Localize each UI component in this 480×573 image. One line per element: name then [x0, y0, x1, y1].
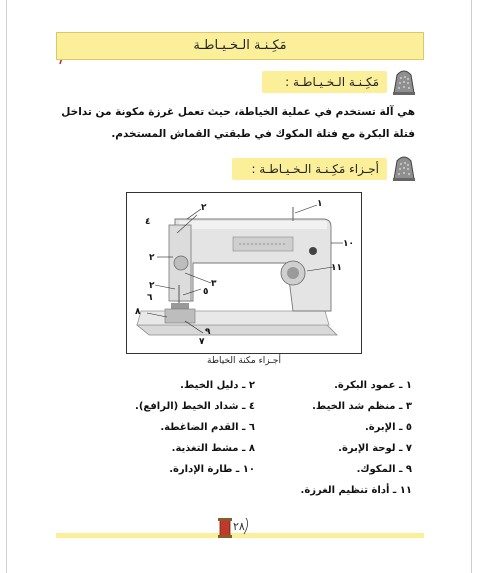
callout-2c: ٢ [149, 281, 155, 291]
callout-2b: ٢ [149, 253, 155, 263]
callout-3: ٣ [211, 279, 217, 289]
page-number: ٢٨ [233, 520, 245, 533]
thimble-icon [390, 66, 418, 96]
list-item: ١٠ ـ طارة الإدارة. [169, 464, 255, 475]
callout-8: ٨ [135, 307, 141, 317]
list-item: ٨ ـ مشط التغذية. [171, 443, 255, 454]
thimble-icon [390, 152, 418, 182]
callout-5: ٥ [203, 287, 209, 297]
sewing-machine-figure [126, 192, 362, 354]
list-item: ٩ ـ المكوك. [356, 464, 412, 475]
callout-4: ٤ [145, 217, 151, 227]
list-item: ١ ـ عمود البكرة. [334, 380, 412, 391]
parts-list-right [272, 375, 412, 501]
section-heading-definition: مَكِـنـة الـخـيـاطـة : [262, 71, 387, 93]
figure-caption: أجـزاء مكنة الخياطة [207, 356, 281, 366]
callout-7: ٧ [199, 337, 205, 347]
callout-2: ٢ [201, 203, 207, 213]
list-item: ٧ ـ لوحة الإبرة. [338, 443, 412, 454]
list-item: ٤ ـ شداد الخيط (الرافع). [135, 401, 255, 412]
list-item: ٦ ـ القدم الضاغطة. [160, 422, 255, 433]
section-heading-parts: أجـزاء مَكِـنـة الـخـيـاطـة : [232, 158, 387, 180]
callout-10: ١٠ [343, 239, 354, 249]
callout-1: ١ [317, 199, 323, 209]
sewing-machine-illustration [127, 193, 361, 353]
list-item: ٣ ـ منظم شد الخيط. [312, 401, 412, 412]
list-item: ١١ ـ أداة تنظيم الغرزة. [300, 485, 412, 496]
list-item: ٢ ـ دليل الخيط. [180, 380, 255, 391]
callout-9: ٩ [205, 327, 211, 337]
page-title: مَكِـنـة الـخـيـاطـة [56, 32, 424, 60]
callout-11: ١١ [331, 263, 342, 273]
parts-list-left [115, 375, 255, 480]
definition-paragraph: هي آلة تستخدم في عملية الخياطة، حيث تعمل غرزة مكونة من تداخل فتلة البكرة مع فتلة المكوك في طبقتي القماش المستخدم. [61, 106, 415, 140]
callout-6: ٦ [147, 293, 153, 303]
list-item: ٥ ـ الإبرة. [364, 422, 412, 433]
